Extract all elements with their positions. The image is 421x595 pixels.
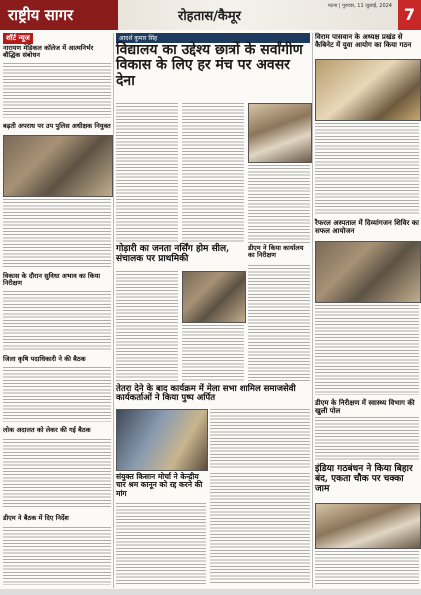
news-photo xyxy=(248,103,312,163)
center-column xyxy=(116,33,310,588)
region-title: रोहतास/कैमूर xyxy=(178,9,241,24)
farmers-headline: संयुक्त किसान मोर्चा ने केन्द्रीय चार श्रम कानून को रद्द करने की मांग xyxy=(116,472,203,498)
health-headline: गोड़ारी का जनता नर्सिंग होम सील, संचालक पर प्राथमिकी xyxy=(116,244,230,264)
left-headline: जिला कृषि पदाधिकारी ने की बैठक xyxy=(3,355,86,363)
news-photo xyxy=(3,135,113,197)
article-body xyxy=(116,271,178,381)
left-column xyxy=(3,33,111,588)
article-body xyxy=(182,325,244,381)
left-headline: लोक अदालत को लेकर की गई बैठक xyxy=(3,426,91,434)
left-headline: बढ़ती अपराध पर उप पुलिस अधीक्षक नियुक्त xyxy=(3,122,111,130)
article-body xyxy=(182,103,244,243)
masthead xyxy=(0,0,421,30)
right-column xyxy=(315,33,419,588)
section-tag: शॉर्ट न्यूज xyxy=(3,33,33,44)
right-headline: रैफरल अस्पताल में दिव्यांगजन शिविर का सफल आयोजन xyxy=(315,218,419,235)
column-divider xyxy=(113,33,114,588)
article-body xyxy=(3,367,111,422)
lead-headline: विद्यालय का उद्देश्य छात्रों के सर्वांगीण विकास के लिए हर मंच पर अवसर देना xyxy=(116,42,303,89)
article-body xyxy=(3,527,111,585)
article-body xyxy=(3,291,111,351)
article-body xyxy=(210,409,310,469)
side-headline: डीएम ने किया कार्यालय का निरीक्षण xyxy=(248,244,304,260)
right-headline: डीएम के निरीक्षण में स्वास्थ्य विभाग की खुली पोल xyxy=(315,398,415,415)
left-headline: डीएम ने बैठक में दिए निर्देश xyxy=(3,514,69,522)
article-body xyxy=(3,63,111,118)
article-body xyxy=(315,123,419,215)
lead-kicker: आदर्श कुमार सिंह xyxy=(116,33,310,43)
article-body xyxy=(3,199,111,269)
news-photo xyxy=(315,59,421,121)
page-footer xyxy=(0,589,421,595)
masthead-band xyxy=(118,0,398,30)
right-headline: विराम पासवान के अध्यक्ष प्रखंड से कैबिनेट में युवा आयोग का किया गठन xyxy=(315,32,412,49)
article-body xyxy=(248,165,310,243)
dateline: पटना | गुरुवार, 11 जुलाई, 2024 xyxy=(327,3,392,9)
page-number: 7 xyxy=(398,0,421,30)
protest-headline: तेतरा देने के बाद कार्यक्रम में मेला सभा शामिल समाजसेवी कार्यकर्ताओं ने किया पुष्प अर्पित xyxy=(116,384,296,404)
column-divider xyxy=(312,33,313,588)
article-body xyxy=(3,439,111,509)
article-body xyxy=(315,417,419,461)
news-photo xyxy=(116,409,208,471)
left-headline: विकास के दौरान सुविधा अभाव का किया निरीक्षण xyxy=(3,272,101,288)
article-body xyxy=(116,503,206,585)
article-body xyxy=(116,103,178,243)
article-body xyxy=(315,305,419,395)
right-headline: इंडिया गठबंधन ने किया बिहार बंद, एकता चौक पर चक्का जाम xyxy=(315,464,413,494)
article-body xyxy=(210,473,310,585)
article-body xyxy=(315,551,419,585)
news-photo xyxy=(315,241,421,303)
brand-block xyxy=(0,0,118,30)
left-headline: नारायण मेडिकल कॉलेज में आत्मनिर्भर बौद्धिक संबोधन xyxy=(3,44,94,60)
newspaper-brand: राष्ट्रीय सागर xyxy=(8,6,74,24)
article-body xyxy=(248,265,310,381)
news-photo xyxy=(315,503,421,549)
news-photo xyxy=(182,271,246,323)
